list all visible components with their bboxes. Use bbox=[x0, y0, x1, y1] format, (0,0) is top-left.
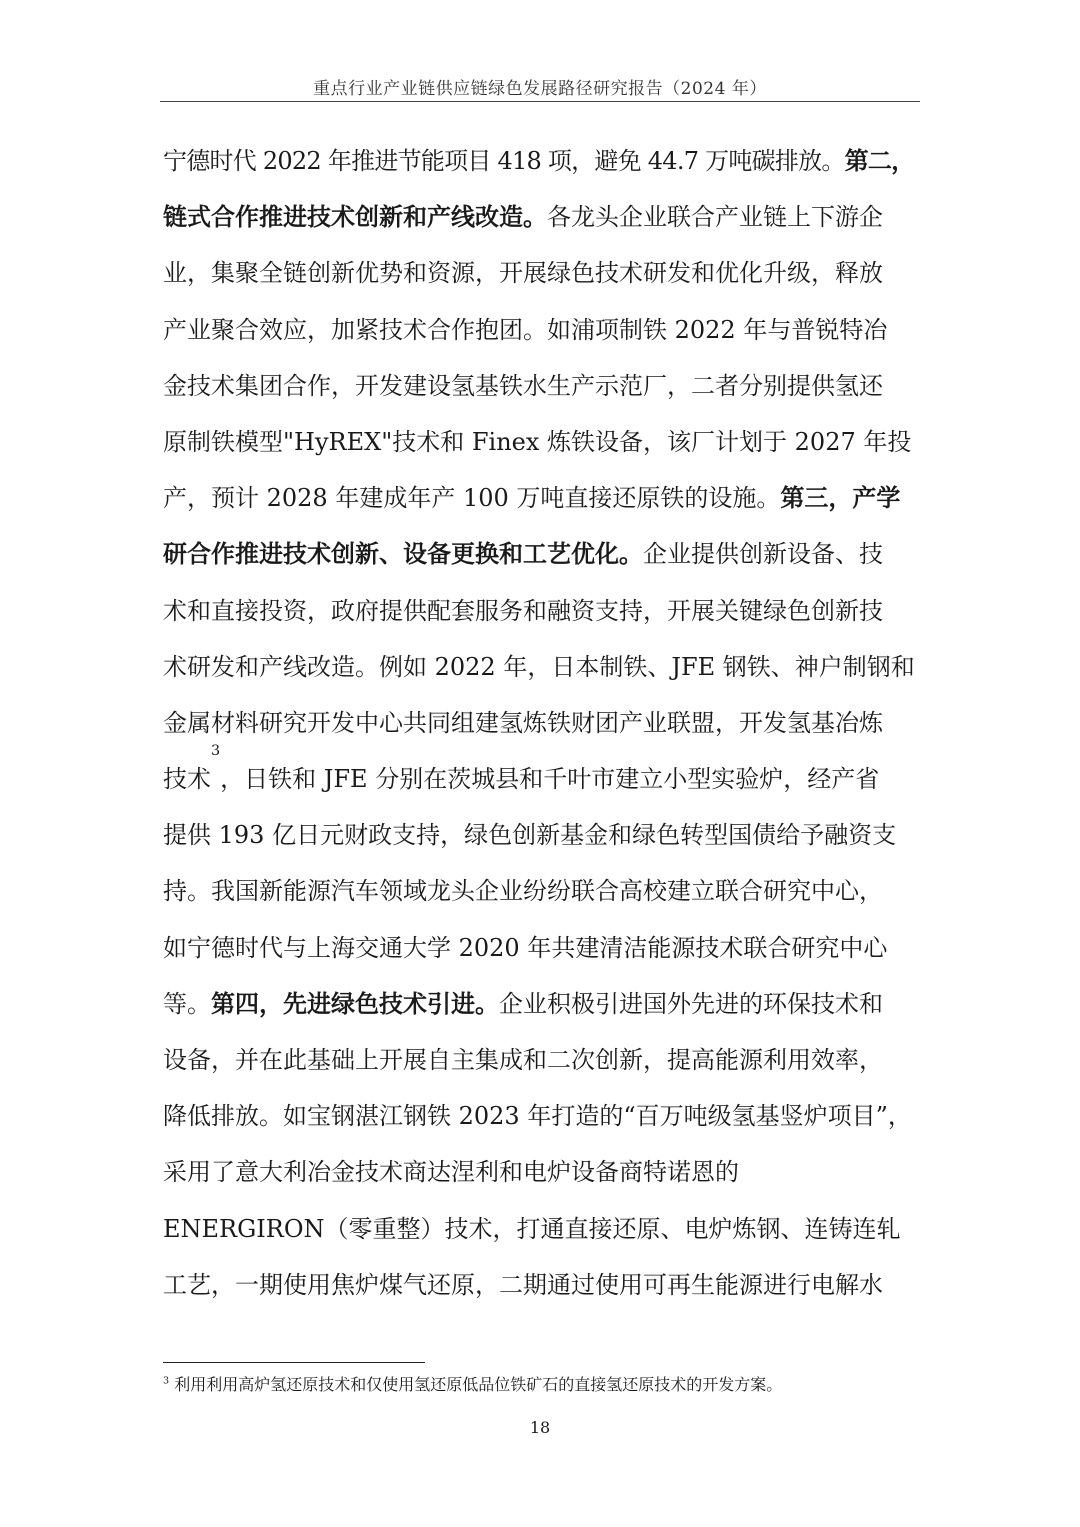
text-line bbox=[163, 807, 915, 863]
footnote bbox=[163, 1374, 923, 1396]
text-line bbox=[163, 302, 915, 358]
text-segment: ENERGIRON（零重整）技术，打通直接还原、电炉炼钢、连铸连轧 bbox=[163, 1214, 901, 1243]
text-line bbox=[163, 245, 915, 301]
bold-text: 第四，先进绿色技术引进。 bbox=[211, 988, 499, 1018]
text-segment: 工艺，一期使用焦炉煤气还原，二期通过使用可再生能源进行电解水 bbox=[163, 1270, 883, 1299]
text-line bbox=[163, 639, 915, 695]
text-segment: 企业积极引进国外先进的环保技术和 bbox=[499, 989, 883, 1018]
text-line bbox=[163, 1144, 915, 1200]
text-line bbox=[163, 133, 915, 189]
text-line bbox=[163, 863, 915, 919]
text-segment: 等。 bbox=[163, 989, 211, 1018]
bold-text: 链式合作推进技术创新和产线改造。 bbox=[163, 202, 547, 232]
text-segment: 产业聚合效应，加紧技术合作抱团。如浦项制铁 2022 年与普锐特冶 bbox=[163, 315, 888, 344]
text-line bbox=[163, 743, 915, 807]
text-line bbox=[163, 920, 915, 976]
text-line bbox=[163, 470, 915, 526]
text-line bbox=[163, 189, 915, 245]
bold-text: 第二， bbox=[844, 146, 915, 175]
body-paragraph bbox=[163, 133, 915, 1313]
text-segment: 持。我国新能源汽车领域龙头企业纷纷联合高校建立联合研究中心， bbox=[163, 877, 883, 906]
bold-text: 研合作推进技术创新、设备更换和工艺优化。 bbox=[163, 539, 643, 569]
text-segment: 原制铁模型"HyREX"技术和 Finex 炼铁设备，该厂计划于 2027 年投 bbox=[163, 427, 912, 456]
text-segment: 术和直接投资，政府提供配套服务和融资支持，开展关键绿色创新技 bbox=[163, 596, 883, 625]
text-line bbox=[163, 358, 915, 414]
text-segment: 金技术集团合作，开发建设氢基铁水生产示范厂，二者分别提供氢还 bbox=[163, 371, 883, 400]
text-segment: 采用了意大利冶金技术商达涅利和电炉设备商特诺恩的 bbox=[163, 1158, 739, 1187]
bold-text: 第三，产学 bbox=[780, 483, 901, 513]
text-segment: 企业提供创新设备、技 bbox=[643, 540, 883, 569]
text-line bbox=[163, 1088, 915, 1144]
text-segment: ，日铁和 JFE 分别在茨城县和千叶市建立小型实验炉，经产省 bbox=[220, 765, 880, 794]
text-segment: 金属材料研究开发中心共同组建氢炼铁财团产业联盟，开发氢基冶炼 bbox=[163, 708, 883, 737]
footnote-ref: 3 bbox=[211, 743, 221, 760]
text-segment: 技术 bbox=[163, 765, 211, 794]
footnote-text: 利用利用高炉氢还原技术和仅使用氢还原低品位铁矿石的直接氢还原技术的开发方案。 bbox=[174, 1375, 783, 1394]
text-line bbox=[163, 526, 915, 582]
text-line bbox=[163, 1032, 915, 1088]
text-segment: 如宁德时代与上海交通大学 2020 年共建清洁能源技术联合研究中心 bbox=[163, 933, 888, 962]
text-line bbox=[163, 976, 915, 1032]
footnote-marker: 3 bbox=[163, 1375, 170, 1387]
text-segment: 降低排放。如宝钢湛江钢铁 2023 年打造的“百万吨级氢基竖炉项目”， bbox=[163, 1102, 912, 1131]
text-segment: 术研发和产线改造。例如 2022 年，日本制铁、JFE 钢铁、神户制钢和 bbox=[163, 652, 915, 681]
text-segment: 产，预计 2028 年建成年产 100 万吨直接还原铁的设施。 bbox=[163, 484, 781, 513]
text-line bbox=[163, 1257, 915, 1313]
running-header: 重点行业产业链供应链绿色发展路径研究报告（2024 年） bbox=[313, 79, 767, 99]
text-line bbox=[163, 1201, 915, 1257]
text-line bbox=[163, 414, 915, 470]
text-segment: 提供 193 亿日元财政支持，绿色创新基金和绿色转型国债给予融资支 bbox=[163, 821, 897, 850]
header-rule bbox=[160, 101, 920, 102]
footnote-rule bbox=[163, 1362, 425, 1363]
page-number: 18 bbox=[529, 1418, 551, 1437]
text-segment: 宁德时代 2022 年推进节能项目 418 项，避免 44.7 万吨碳排放。 bbox=[163, 147, 845, 175]
text-segment: 设备，并在此基础上开展自主集成和二次创新，提高能源利用效率， bbox=[163, 1046, 883, 1074]
text-line bbox=[163, 583, 915, 639]
text-segment: 业，集聚全链创新优势和资源，开展绿色技术研发和优化升级，释放 bbox=[163, 259, 883, 288]
text-segment: 各龙头企业联合产业链上下游企 bbox=[547, 203, 883, 232]
text-line bbox=[163, 695, 915, 751]
